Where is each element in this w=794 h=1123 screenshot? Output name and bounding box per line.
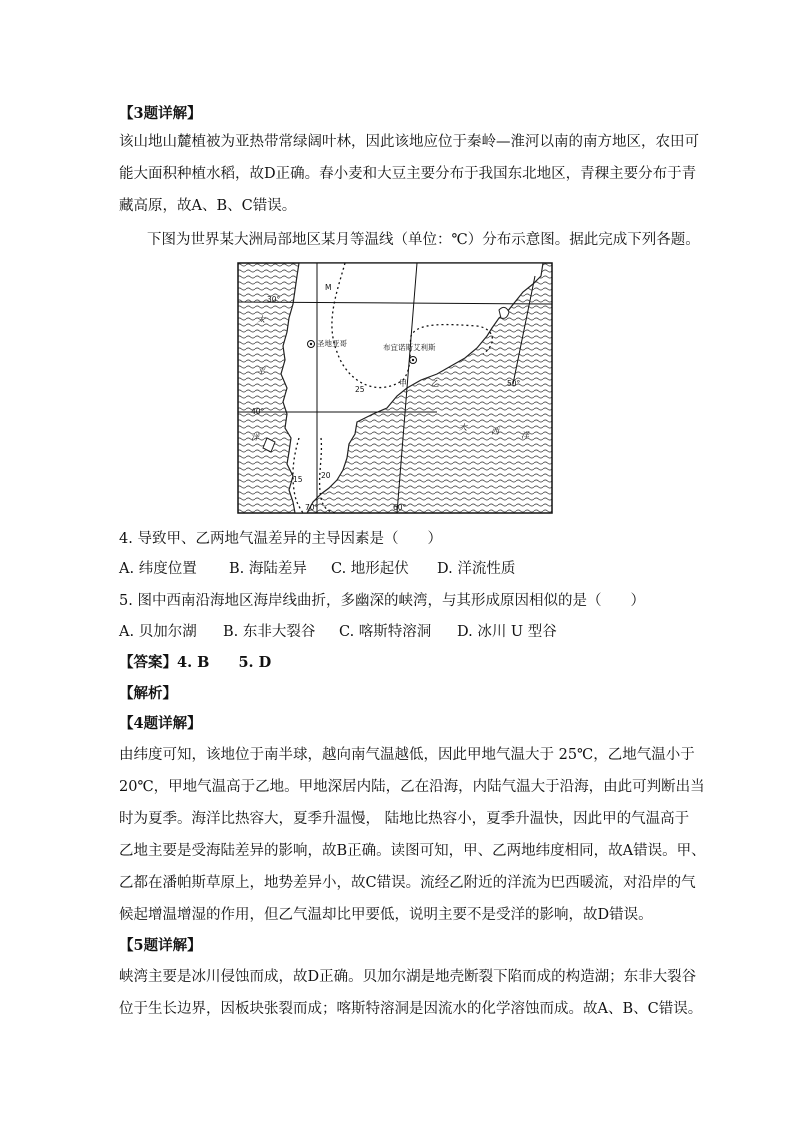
map-intro: 下图为世界某大洲局部地区某月等温线（单位：℃）分布示意图。据此完成下列各题。 xyxy=(147,232,700,248)
section3-line-1: 该山地山麓植被为亚热带常绿阔叶林，因此该地应位于秦岭—淮河以南的南方地区，农田可 xyxy=(119,134,699,150)
section3-line-2: 能大面积种植水稻，故D正确。春小麦和大豆主要分布于我国东北地区，青稞主要分布于青 xyxy=(119,166,697,182)
q4-options xyxy=(119,559,679,579)
ocean-label-xi: 西 xyxy=(491,427,499,436)
ocean-label-ping: 平 xyxy=(257,367,265,376)
lon-70-label: 70° xyxy=(305,503,319,512)
label-jia: 甲 xyxy=(399,379,407,388)
section5-line-1: 峡湾主要是冰川侵蚀而成，故D正确。贝加尔湖是地壳断裂下陷而成的构造湖；东非大裂谷 xyxy=(119,969,697,985)
lat-30-label: 30° xyxy=(267,295,281,304)
section3-heading: 【3题详解】 xyxy=(119,105,202,122)
isotherm-map xyxy=(237,262,553,514)
q5-option-d: D. 冰川 U 型谷 xyxy=(457,624,557,640)
q5-option-a: A. 贝加尔湖 xyxy=(119,624,197,640)
section4-line-4: 乙地主要是受海陆差异的影响，故B正确。读图可知，甲、乙两地纬度相同，故A错误。甲、 xyxy=(119,843,706,859)
lon-60-label: 60° xyxy=(393,503,407,512)
q4-stem: 4. 导致甲、乙两地气温差异的主导因素是（ ） xyxy=(119,531,442,547)
q4-option-d: D. 洋流性质 xyxy=(437,561,516,577)
lat-40-label: 40° xyxy=(251,407,265,416)
label-m: M xyxy=(325,283,332,292)
ocean-label-tai: 太 xyxy=(257,315,265,324)
section4-line-6: 候起增温增湿的作用，但乙气温却比甲要低，说明主要不是受洋的影响，故D错误。 xyxy=(119,907,653,923)
q5-options xyxy=(119,622,679,642)
isotherm-25-label: 25 xyxy=(355,385,365,394)
section4-line-2: 20℃，甲地气温高于乙地。甲地深居内陆，乙在沿海，内陆气温大于沿海，由此可判断出当 xyxy=(119,779,705,795)
q4-option-b: B. 海陆差异 xyxy=(229,561,307,577)
section4-line-5: 乙都在潘帕斯草原上，地势差异小，故C错误。流经乙附近的洋流为巴西暖流，对沿岸的气 xyxy=(119,875,696,891)
ocean-label-yang2: 洋 xyxy=(521,431,529,440)
q5-option-c: C. 喀斯特溶洞 xyxy=(339,624,432,640)
isotherm-20-label: 20 xyxy=(321,471,331,480)
label-yi: 乙 xyxy=(431,379,439,388)
section4-line-1: 由纬度可知，该地位于南半球，越向南气温越低，因此甲地气温大于 25℃，乙地气温小于 xyxy=(119,747,695,763)
lon-50-label: 50° xyxy=(507,379,521,388)
section5-line-2: 位于生长边界，因板块张裂而成；喀斯特溶洞是因流水的化学溶蚀而成。故A、B、C错误。 xyxy=(119,1001,703,1017)
q5-stem: 5. 图中西南沿海地区海岸线曲折，多幽深的峡湾，与其形成原因相似的是（ ） xyxy=(119,593,645,609)
q4-option-c: C. 地形起伏 xyxy=(331,561,409,577)
section3-line-3: 藏高原，故A、B、C错误。 xyxy=(119,198,297,214)
ocean-label-yang1: 洋 xyxy=(251,433,259,442)
q4-option-a: A. 纬度位置 xyxy=(119,561,197,577)
ocean-label-da: 大 xyxy=(459,423,467,432)
label-buenos-aires: 布宜诺斯艾利斯 xyxy=(383,343,436,352)
analysis-heading: 【解析】 xyxy=(119,685,177,702)
answer-line: 【答案】4. B 5. D xyxy=(119,654,272,671)
q5-option-b: B. 东非大裂谷 xyxy=(223,624,316,640)
isotherm-15-label: 15 xyxy=(293,475,303,484)
section4-heading: 【4题详解】 xyxy=(119,715,202,732)
label-santiago: 圣地亚哥 xyxy=(317,339,347,348)
section5-heading: 【5题详解】 xyxy=(119,937,202,954)
section4-line-3: 时为夏季。海洋比热容大，夏季升温慢， 陆地比热容小，夏季升温快，因此甲的气温高于 xyxy=(119,811,690,827)
